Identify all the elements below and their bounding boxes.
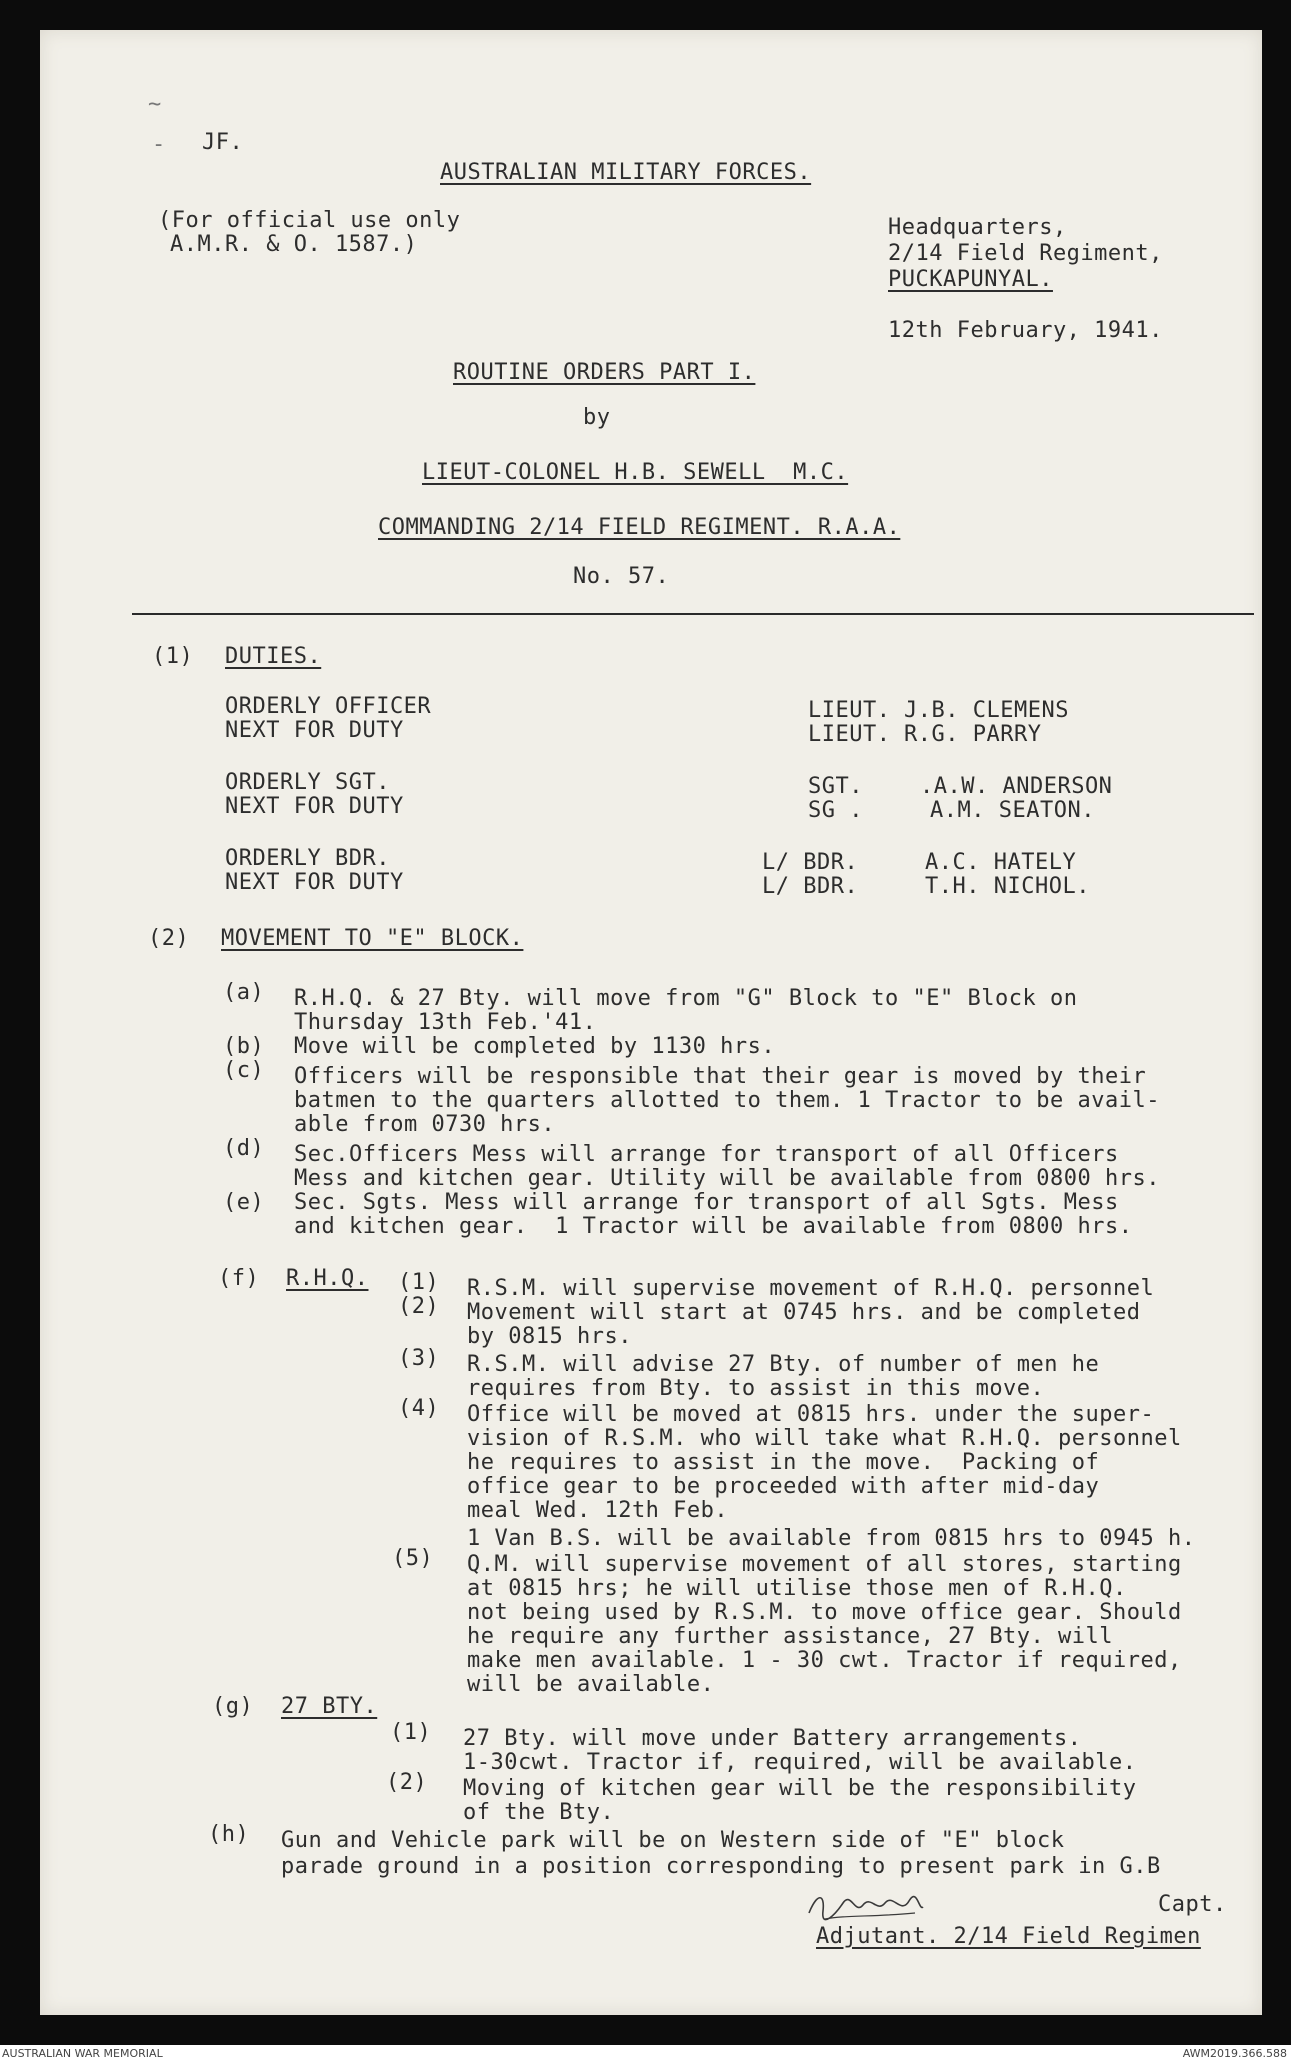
subitem-text: office gear to be proceeded with after mid-day: [467, 1474, 1100, 1499]
item-text: able from 0730 hrs.: [294, 1112, 556, 1137]
subitem-text: requires from Bty. to assist in this move.: [467, 1376, 1045, 1401]
item-text: Thursday 13th Feb.'41.: [294, 1010, 597, 1035]
signature-role: Adjutant. 2/14 Field Regimen: [816, 1924, 1201, 1949]
item-text: Gun and Vehicle park will be on Western side of "E" block: [281, 1828, 1065, 1853]
duty-name: J.B. CLEMENS: [904, 698, 1069, 723]
item-text: and kitchen gear. 1 Tractor will be available from 0800 hrs.: [294, 1214, 1133, 1239]
item-label: (e): [223, 1190, 265, 1215]
subitem-text: at 0815 hrs; he will utilise those men of R.H.Q.: [467, 1576, 1127, 1601]
hq-line-3: PUCKAPUNYAL.: [888, 267, 1053, 292]
item-label: (b): [223, 1034, 265, 1059]
divider: [132, 613, 1254, 615]
archive-reference: AWM2019.366.588: [1182, 2047, 1287, 2060]
duty-role: NEXT FOR DUTY: [225, 870, 404, 895]
duty-rank: LIEUT.: [808, 722, 891, 747]
order-number: No. 57.: [573, 564, 670, 589]
subitem-text: 27 Bty. will move under Battery arrangements.: [463, 1726, 1082, 1751]
duty-name: A.C. HATELY: [925, 850, 1077, 875]
subitem-text: Q.M. will supervise movement of all stores, starting: [467, 1552, 1182, 1577]
section-title-duties: DUTIES.: [225, 644, 322, 669]
duty-name: A.M. SEATON.: [930, 798, 1095, 823]
document-page: [40, 30, 1262, 2015]
duty-role: NEXT FOR DUTY: [225, 794, 404, 819]
routine-orders-heading: ROUTINE ORDERS PART I.: [453, 360, 756, 385]
duty-role: ORDERLY SGT.: [225, 770, 390, 795]
official-use-line-2: A.M.R. & O. 1587.): [170, 232, 418, 257]
subitem-label: (1): [398, 1270, 440, 1295]
item-label: (g): [212, 1694, 254, 1719]
subitem-label: (5): [392, 1546, 434, 1571]
section-title-movement: MOVEMENT TO "E" BLOCK.: [221, 926, 524, 951]
official-use-line-1: (For official use only: [158, 208, 461, 233]
subitem-text: 1 Van B.S. will be available from 0815 hrs to 0945 h.: [467, 1526, 1196, 1551]
commander-name: LIEUT-COLONEL H.B. SEWELL M.C.: [422, 460, 849, 485]
item-label: (h): [208, 1822, 250, 1847]
subitem-text: he requires to assist in the move. Packing of: [467, 1450, 1100, 1475]
section-number: (1): [152, 644, 194, 669]
subitem-label: (2): [398, 1294, 440, 1319]
item-text: Mess and kitchen gear. Utility will be available from 0800 hrs.: [294, 1166, 1160, 1191]
subitem-text: make men available. 1 - 30 cwt. Tractor if required,: [467, 1648, 1182, 1673]
by-line: by: [583, 405, 611, 430]
duty-rank: LIEUT.: [808, 698, 891, 723]
item-text: Officers will be responsible that their gear is moved by their: [294, 1064, 1147, 1089]
subsection-title-27bty: 27 BTY.: [281, 1694, 378, 1719]
signature-rank: Capt.: [1158, 1892, 1227, 1917]
document-title: AUSTRALIAN MILITARY FORCES.: [440, 160, 812, 185]
duty-name: R.G. PARRY: [904, 722, 1042, 747]
subitem-text: he require any further assistance, 27 Bty. will: [467, 1624, 1114, 1649]
reference: JF.: [202, 130, 244, 155]
item-text: Sec. Sgts. Mess will arrange for transport of all Sgts. Mess: [294, 1190, 1119, 1215]
subitem-text: meal Wed. 12th Feb.: [467, 1498, 729, 1523]
subitem-text: R.S.M. will supervise movement of R.H.Q. personnel: [467, 1276, 1155, 1301]
subitem-label: (3): [398, 1346, 440, 1371]
item-label: (f): [218, 1266, 260, 1291]
ink-mark: -: [152, 132, 166, 157]
subitem-label: (1): [390, 1720, 432, 1745]
item-text: Sec.Officers Mess will arrange for transport of all Officers: [294, 1142, 1119, 1167]
duty-rank: SGT.: [808, 774, 863, 799]
hq-line-2: 2/14 Field Regiment,: [888, 241, 1163, 266]
subitem-text: vision of R.S.M. who will take what R.H.Q. personnel: [467, 1426, 1182, 1451]
section-number: (2): [148, 926, 190, 951]
duty-name: .A.W. ANDERSON: [920, 774, 1113, 799]
duty-role: ORDERLY OFFICER: [225, 694, 432, 719]
subitem-text: by 0815 hrs.: [467, 1324, 632, 1349]
item-text: R.H.Q. & 27 Bty. will move from "G" Block to "E" Block on: [294, 986, 1078, 1011]
ink-mark: ~: [148, 92, 162, 117]
hq-line-1: Headquarters,: [888, 215, 1067, 240]
subsection-title-rhq: R.H.Q.: [286, 1266, 369, 1291]
duty-role: ORDERLY BDR.: [225, 846, 390, 871]
item-text: Move will be completed by 1130 hrs.: [294, 1034, 776, 1059]
duty-rank: SG .: [808, 798, 863, 823]
subitem-text: Office will be moved at 0815 hrs. under the super-: [467, 1402, 1155, 1427]
subitem-label: (2): [386, 1770, 428, 1795]
command-line: COMMANDING 2/14 FIELD REGIMENT. R.A.A.: [378, 515, 901, 540]
duty-role: NEXT FOR DUTY: [225, 718, 404, 743]
duty-rank: L/ BDR.: [762, 874, 859, 899]
document-date: 12th February, 1941.: [888, 318, 1163, 343]
subitem-text: R.S.M. will advise 27 Bty. of number of men he: [467, 1352, 1100, 1377]
handwritten-signature: [805, 1885, 925, 1925]
archive-footer: [0, 2045, 1291, 2061]
subitem-text: Movement will start at 0745 hrs. and be completed: [467, 1300, 1141, 1325]
archive-name: AUSTRALIAN WAR MEMORIAL: [2, 2047, 163, 2060]
duty-name: T.H. NICHOL.: [925, 874, 1090, 899]
item-label: (c): [223, 1058, 265, 1083]
subitem-text: Moving of kitchen gear will be the responsibility: [463, 1776, 1137, 1801]
item-text: parade ground in a position corresponding to present park in G.B: [281, 1854, 1161, 1879]
duty-rank: L/ BDR.: [762, 850, 859, 875]
subitem-text: 1-30cwt. Tractor if, required, will be available.: [463, 1750, 1137, 1775]
item-label: (d): [223, 1136, 265, 1161]
subitem-text: of the Bty.: [463, 1800, 615, 1825]
item-label: (a): [223, 980, 265, 1005]
subitem-text: will be available.: [467, 1672, 715, 1697]
subitem-label: (4): [398, 1396, 440, 1421]
item-text: batmen to the quarters allotted to them. 1 Tractor to be avail-: [294, 1088, 1160, 1113]
subitem-text: not being used by R.S.M. to move office gear. Should: [467, 1600, 1182, 1625]
